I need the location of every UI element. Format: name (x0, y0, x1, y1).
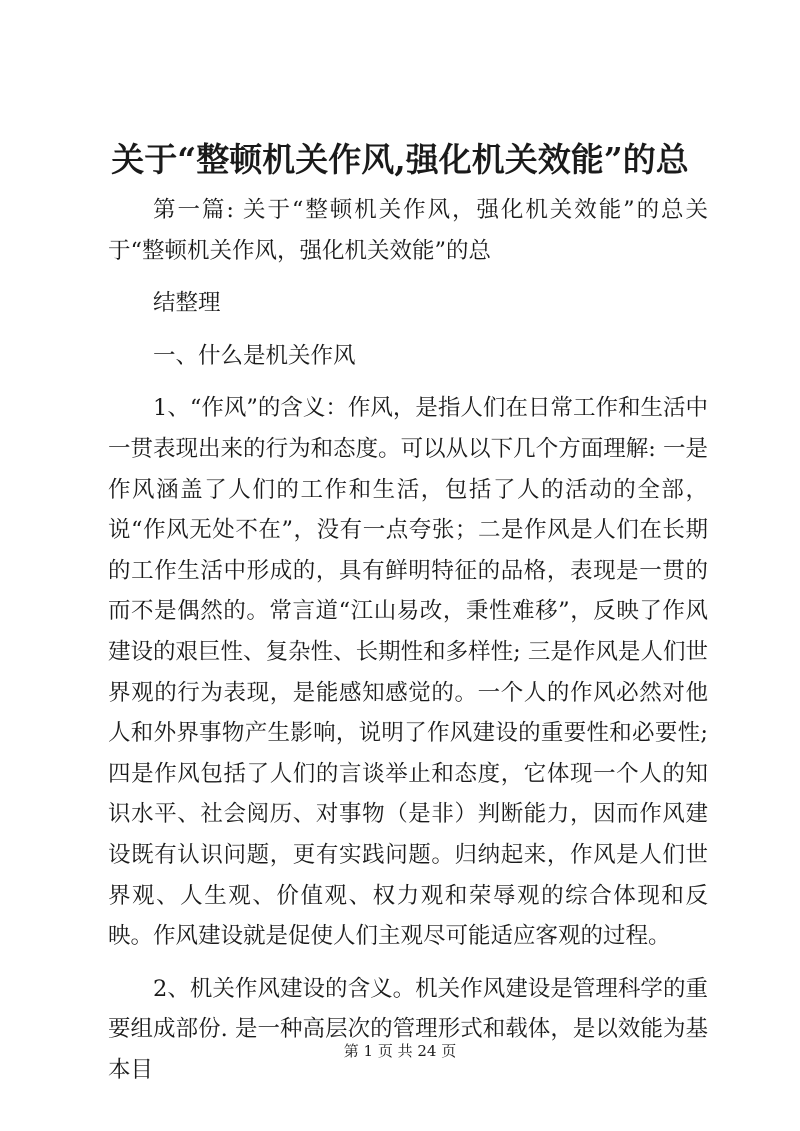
paragraph-intro: 第一篇: 关于“整顿机关作风，强化机关效能”的总关于“整顿机关作风，强化机关效能”的总 (108, 197, 708, 264)
document-body (108, 190, 708, 1090)
document-title: 关于“整顿机关作风,强化机关效能”的总 (111, 140, 689, 179)
paragraph-definition: 1、“作风”的含义：作风，是指人们在日常工作和生活中一贯表现出来的行为和态度。可以从以下几个方面理解: 一是作风涵盖了人们的工作和生活，包括了人的活动的全部，说“作风无处不在”，没有一点夸张；二是作风是人们在长期的工作生活中形成的，具有鲜明特征的品格，表现是一贯的而不是偶然的。常言道“江山易改，秉性难移”，反映了作风建设的艰巨性、复杂性、长期性和多样性; 三是作风是人们世界观的行为表现，是能感知感觉的。一个人的作风必然对他人和外界事物产生影响，说明了作风建设的重要性和必要性; 四是作风包括了人们的言谈举止和态度，它体现一个人的知识水平、社会阅历、对事物（是非）判断能力，因而作风建设既有认识问题，更有实践问题。归纳起来，作风是人们世界观、人生观、价值观、权力观和荣辱观的综合体现和反映。作风建设就是促使人们主观尽可能适应客观的过程。 (108, 395, 708, 950)
page-footer: 第 1 页 共 24 页 (343, 1042, 457, 1060)
paragraph-organ-style: 2、机关作风建设的含义。机关作风建设是管理科学的重要组成部份. 是一种高层次的管理形式和载体，是以效能为基本目 (108, 975, 708, 1083)
section-heading: 一、什么是机关作风 (153, 342, 356, 369)
paragraph-subtitle: 结整理 (153, 290, 221, 317)
